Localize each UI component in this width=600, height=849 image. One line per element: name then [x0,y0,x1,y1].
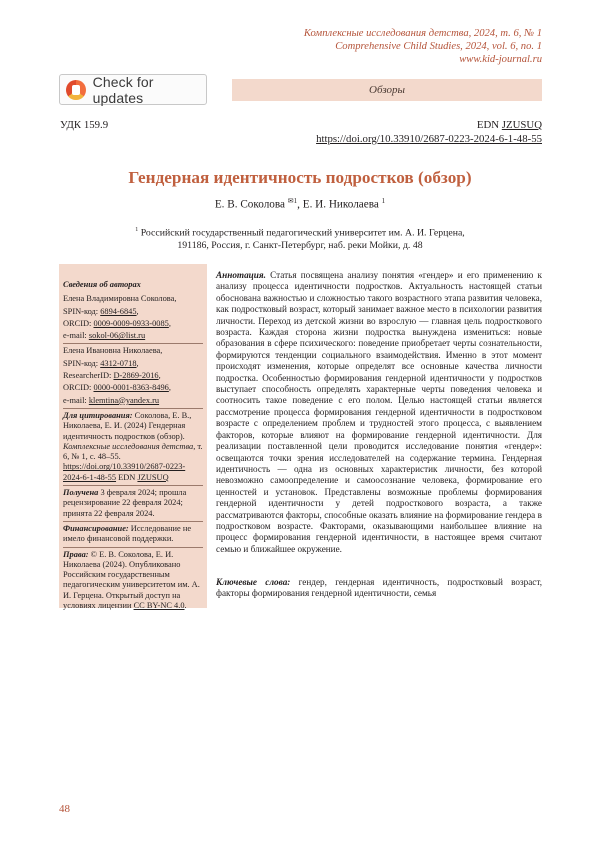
author-1: Е. В. Соколова [214,198,285,211]
affiliation-line-2: 191186, Россия, г. Санкт-Петербург, наб. реки Мойки, д. 48 [177,240,423,252]
author-info-sidebar [59,264,207,611]
keywords [216,577,542,600]
doi-link[interactable]: https://doi.org/10.33910/2687-0223-2024-6-1-48-55 [316,133,542,145]
citation-block: Для цитирования: Соколова, Е. В., Николаева, Е. И. (2024) Гендерная идентичность подростков (обзор). Комплексные исследования детства, т. 6, № 1, с. 48–55. https://doi.org/10.33910/2687-0223-2024-6-1-48-55 EDN JZUSUQ [63,410,203,482]
author-2-spin-link[interactable]: 4312-0718 [100,358,137,368]
author-1-email-link[interactable]: sokol-06@list.ru [88,331,146,341]
funding-label: Финансирование: [63,523,129,533]
author-1-name: Елена Владимировна Соколова, [63,294,177,304]
page-number: 48 [59,803,70,815]
license-link[interactable]: CC BY-NC 4.0 [133,601,185,611]
author-1-spin-link[interactable]: 6894-6845 [100,306,137,316]
author-2-orcid: ORCID: 0000-0001-8363-8496, [63,383,171,393]
edn-label: EDN [476,119,502,131]
sidebar-divider [63,408,203,409]
author-2-researcherid: ResearcherID: D-2869-2016, [63,371,161,381]
affiliation-marker: 1 [135,227,139,233]
author-1-orcid: ORCID: 0009-0009-0933-0085, [63,318,171,328]
authors-line [0,197,600,211]
edn-link[interactable]: JZUSUQ [501,119,542,131]
sidebar-divider [63,547,203,548]
author-1-marker: ✉1 [287,197,298,205]
citation-edn-link[interactable]: JZUSUQ [137,472,169,482]
author-2-researcherid-link[interactable]: D-2869-2016 [113,371,159,381]
affiliation-line-1: Российский государственный педагогический университет им. А. И. Герцена, [140,227,465,239]
author-1-spin: SPIN-код: 6894-6845, [63,306,139,316]
citation-label: Для цитирования: [63,410,133,420]
author-2: Е. И. Николаева [302,198,379,211]
author-1-email: e-mail: sokol-06@list.ru [63,331,146,341]
udk-code: УДК 159.9 [60,119,109,131]
author-2-orcid-link[interactable]: 0000-0001-8363-8496 [93,383,169,393]
check-for-updates-button[interactable] [59,74,207,105]
sidebar-divider [63,521,203,522]
journal-citation-en: Comprehensive Child Studies, 2024, vol. 6, no. 1 [335,41,542,52]
rights-block: Права: © Е. В. Соколова, Е. И. Николаева (2024). Опубликовано Российским государственным педагогическим университетом им. А. И. Герцена. Открытый доступ на условиях лицензии CC BY-NC 4.0. [63,549,200,611]
citation-journal: Комплексные исследования детства [63,441,194,451]
journal-website[interactable]: www.kid-journal.ru [459,54,542,65]
abstract-label: Аннотация. [216,270,266,280]
received-label: Получена [63,488,99,498]
author-2-spin: SPIN-код: 4312-0718, [63,358,139,368]
edn-doi-block [316,118,542,146]
sidebar-divider [63,343,203,344]
author-separator: , [297,198,303,211]
article-title: Гендерная идентичность подростков (обзор) [128,168,472,187]
rights-label: Права: [63,549,89,559]
keywords-label: Ключевые слова: [216,577,291,587]
sidebar-heading: Сведения об авторах [63,280,141,289]
citation-doi-link[interactable]: https://doi.org/10.33910/2687-0223-2024-6-1-48-55 [63,462,186,482]
funding-block: Финансирование: Исследование не имело финансовой поддержки. [63,523,192,544]
author-2-marker: 1 [381,197,386,205]
author-2-email: e-mail: klemtina@yandex.ru [63,395,160,405]
author-1-orcid-link[interactable]: 0009-0009-0933-0085 [93,318,169,328]
check-updates-label: Check for updates [92,73,154,106]
author-2-email-link[interactable]: klemtina@yandex.ru [88,395,160,405]
sidebar-divider [63,485,203,486]
keywords-text: гендер, гендерная идентичность, подростковый возраст, факторы формирования гендерной идентичности, семья [216,577,543,599]
affiliation [110,224,490,252]
section-banner: Обзоры [232,79,542,101]
received-block: Получена 3 февраля 2024; прошла рецензирование 22 февраля 2024; принята 22 февраля 2024. [63,488,187,518]
journal-header [304,27,542,66]
abstract-text: Статья посвящена анализу понятия «гендер» и его применению к анализу процесса идентичности подростков. Актуальность настоящей статьи обоснована важностью и сложностью такого возрастного этапа развития человека, как подростковый возраст, который занимает важное место в психологии развития личности. Переход из детской жизни во взрослую — главная цель подросткового возраста. Каждая сторона жизни подростка вынуждена измениться: новые образования в сфере психического: поведение приобретает черты сознательности, формируются тенденции социального взаимодействия. Именно в этот момент происходят изменения, которые определят все основные качества личности подростка. Особенностью формирования гендерной идентичности у подростков выступает способность определять характерные черты поведения человека и соотносить такое поведение с его полом. Целью настоящей статьи является рассмотрение процесса формирования гендерной идентичности в подростковом возрасте с определением проблем и трудностей этого процесса, с выявлением факторов, которые влияют на формирование гендерной идентичности. Для реализации поставленной цели проводится исследование понятия «гендер»: освещаются точки зрения исследователей на содержание термина. Гендерная идентичность — одна из основных характеристик личности, без которой невозможно самоопределение и самоосознание человека, формирование его ценностей и установок. Представлены возможные проблемы формирования гендерной идентичности у детей подросткового возраста, а также рассматриваются факторы, способные оказать влияние на формирование гендера в подростковом возрасте. Факторами, оказывающими наибольшее влияние на процесс формирования гендерной идентичности, в настоящее время считают семью и ближайшее окружение. [216,270,542,554]
author-2-name: Елена Ивановна Николаева, [63,346,163,356]
check-updates-icon [66,80,86,100]
journal-citation-ru: Комплексные исследования детства, 2024, т. 6, № 1 [303,28,542,39]
abstract [216,270,542,555]
